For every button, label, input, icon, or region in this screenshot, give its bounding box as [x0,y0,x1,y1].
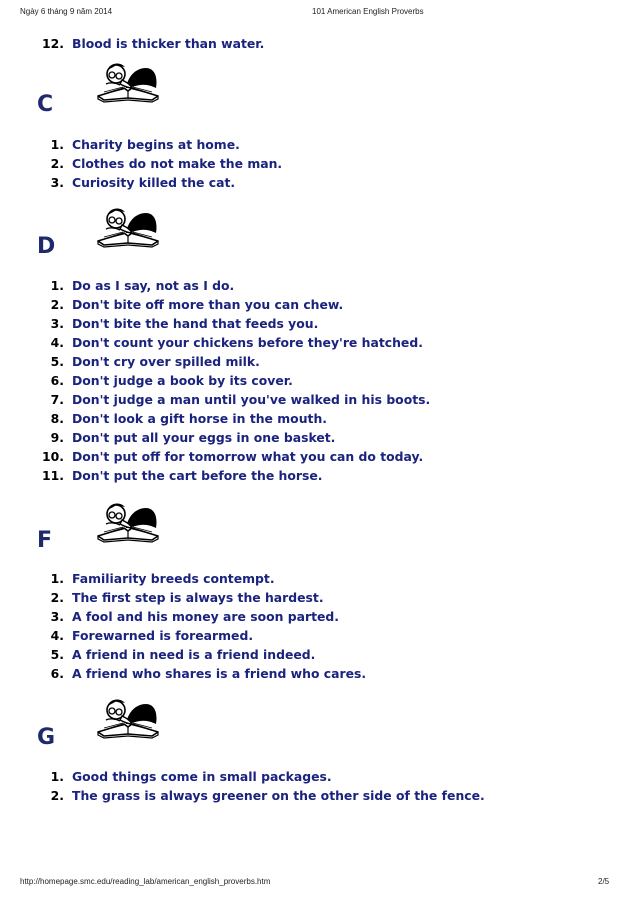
list-item-number: 12. [42,36,64,51]
list-item-number: 5. [50,354,64,369]
proverb-text: A friend who shares is a friend who cares. [72,666,367,681]
list-item-number: 4. [50,628,64,643]
footer-page-number: 2/5 [598,877,610,886]
proverb-text: A friend in need is a friend indeed. [72,647,316,662]
proverb-text: Curiosity killed the cat. [72,175,236,190]
list-item-number: 5. [50,647,64,662]
list-item-number: 2. [50,156,64,171]
proverb-text: Clothes do not make the man. [72,156,283,171]
list-item-number: 6. [50,666,64,681]
list-item-number: 4. [50,335,64,350]
list-item-number: 1. [50,769,64,784]
proverb-text: Charity begins at home. [72,137,240,152]
proverb-text: Don't bite off more than you can chew. [72,297,344,312]
list-item-number: 6. [50,373,64,388]
list-item-number: 1. [50,571,64,586]
proverb-text: Do as I say, not as I do. [72,278,235,293]
proverb-text: Don't put all your eggs in one basket. [72,430,336,445]
proverb-text: Don't cry over spilled milk. [72,354,260,369]
list-item-number: 3. [50,316,64,331]
list-item-number: 2. [50,297,64,312]
proverb-text: Don't put the cart before the horse. [72,468,323,483]
list-item-number: 8. [50,411,64,426]
list-item-number: 2. [50,590,64,605]
proverb-text: Don't count your chickens before they're hatched. [72,335,423,350]
proverb-text: Don't put off for tomorrow what you can do today. [72,449,424,464]
proverb-text: Don't look a gift horse in the mouth. [72,411,327,426]
list-item-number: 10. [42,449,64,464]
header-title: 101 American English Proverbs [312,7,424,16]
proverb-text: The grass is always greener on the other side of the fence. [72,788,485,803]
list-item-number: 9. [50,430,64,445]
list-item-number: 1. [50,137,64,152]
reading-person-icon [92,498,164,544]
footer-url: http://homepage.smc.edu/reading_lab/american_english_proverbs.htm [20,877,271,886]
list-item-number: 3. [50,175,64,190]
section-letter-c: C [37,92,54,117]
reading-person-icon [92,694,164,740]
proverb-text: Good things come in small packages. [72,769,332,784]
reading-person-icon [92,203,164,249]
proverb-text: A fool and his money are soon parted. [72,609,340,624]
proverb-text: Don't bite the hand that feeds you. [72,316,319,331]
list-item-number: 3. [50,609,64,624]
list-item-number: 1. [50,278,64,293]
proverb-text: The first step is always the hardest. [72,590,324,605]
header-date: Ngày 6 tháng 9 năm 2014 [20,7,113,16]
reading-person-icon [92,58,164,104]
proverb-text: Familiarity breeds contempt. [72,571,275,586]
proverb-text: Blood is thicker than water. [72,36,265,51]
proverb-text: Don't judge a book by its cover. [72,373,293,388]
section-letter-d: D [37,234,56,259]
list-item-number: 11. [42,468,64,483]
list-item-number: 2. [50,788,64,803]
proverb-text: Don't judge a man until you've walked in his boots. [72,392,431,407]
section-letter-f: F [37,528,53,553]
list-item-number: 7. [50,392,64,407]
section-letter-g: G [37,725,56,750]
proverb-text: Forewarned is forearmed. [72,628,254,643]
